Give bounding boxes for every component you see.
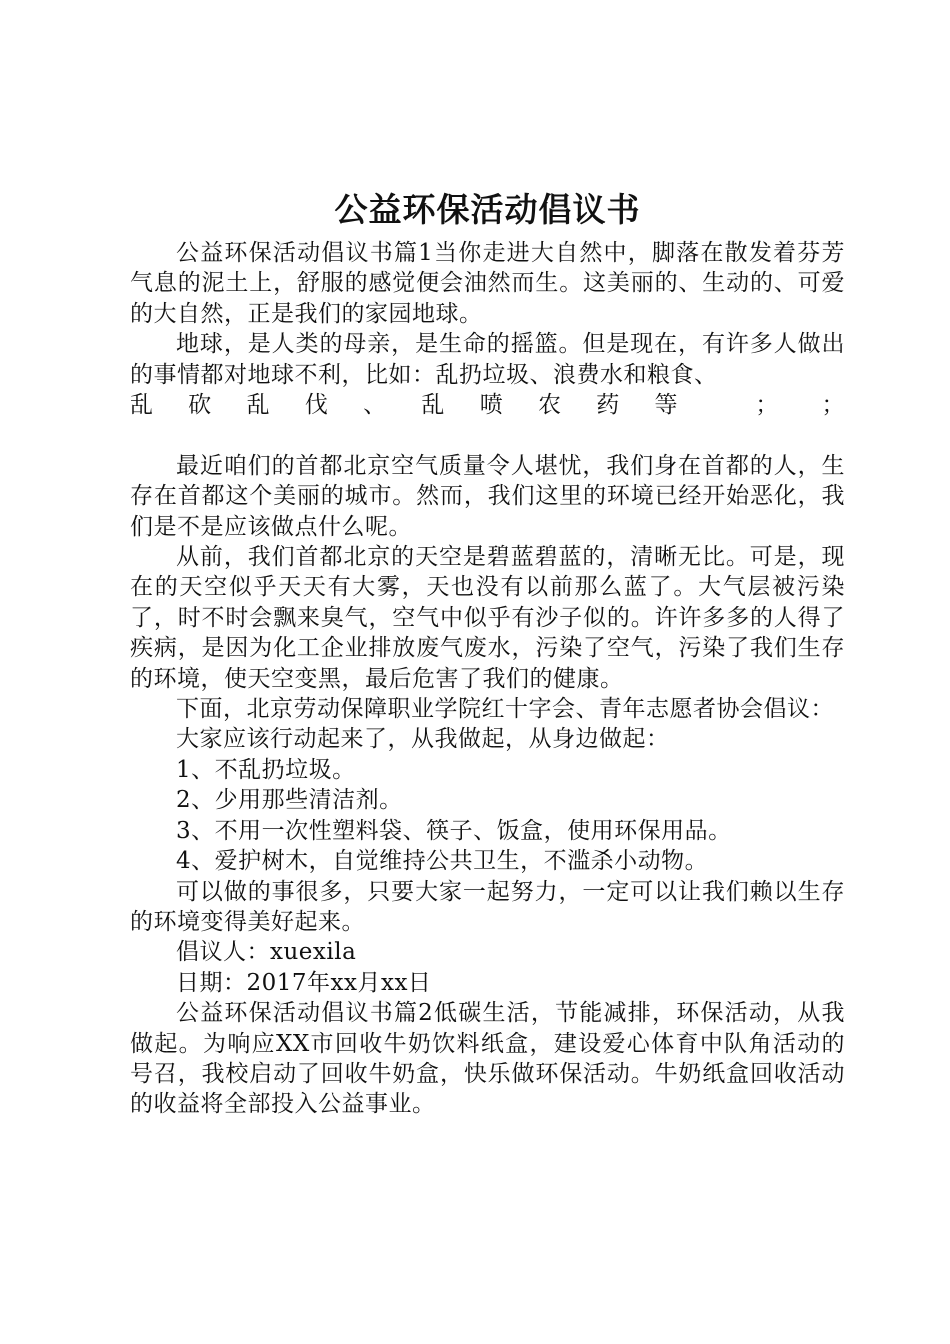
list-item-1: 1、不乱扔垃圾。 [176, 756, 356, 783]
date-line: 日期：2017年xx月xx日 [176, 969, 432, 996]
document-page [130, 186, 845, 1120]
paragraph-earth-continued: 乱砍乱伐、乱喷农药等 ； ； [130, 392, 845, 419]
paragraph-beijing-air: 最近咱们的首都北京空气质量令人堪忧，我们身在首都的人，生存在首都这个美丽的城市。然而，我们这里的环境已经开始恶化，我们是不是应该做点什么呢。 [130, 452, 845, 540]
paragraph-earth: 地球，是人类的母亲，是生命的摇篮。但是现在，有许多人做出的事情都对地球不利，比如：乱扔垃圾、浪费水和粮食、 [130, 331, 845, 388]
list-item-3: 3、不用一次性塑料袋、筷子、饭盒，使用环保用品。 [176, 817, 732, 844]
paragraph-call-to-action: 大家应该行动起来了，从我做起，从身边做起： [176, 726, 670, 753]
paragraph-conclusion: 可以做的事很多，只要大家一起努力，一定可以让我们赖以生存的环境变得美好起来。 [130, 878, 845, 935]
paragraph-proposal: 下面，北京劳动保障职业学院红十字会、青年志愿者协会倡议： [176, 696, 834, 723]
proposer-line: 倡议人：xuexila [176, 939, 357, 966]
document-title: 公益环保活动倡议书 [334, 190, 641, 229]
paragraph-sky: 从前，我们首都北京的天空是碧蓝碧蓝的，清晰无比。可是，现在的天空似乎天天有大雾，天也没有以前那么蓝了。大气层被污染了，时不时会飘来臭气，空气中似乎有沙子似的。许许多多的人得了疾病，是因为化工企业排放废气废水，污染了空气，污染了我们生存的环境，使天空变黑，最后危害了我们的健康。 [130, 544, 845, 692]
blank-line [130, 420, 845, 450]
list-item-4: 4、爱护树木，自觉维持公共卫生，不滥杀小动物。 [176, 848, 709, 875]
paragraph-intro: 公益环保活动倡议书篇1当你走进大自然中，脚落在散发着芬芳气息的泥土上，舒服的感觉便会油然而生。这美丽的、生动的、可爱的大自然，正是我们的家园地球。 [130, 240, 845, 327]
paragraph-part-2: 公益环保活动倡议书篇2低碳生活，节能减排，环保活动，从我做起。为响应XX市回收牛奶饮料纸盒，建设爱心体育中队角活动的号召，我校启动了回收牛奶盒，快乐做环保活动。牛奶纸盒回收活动的收益将全部投入公益事业。 [130, 1000, 845, 1118]
list-item-2: 2、少用那些清洁剂。 [176, 787, 403, 814]
